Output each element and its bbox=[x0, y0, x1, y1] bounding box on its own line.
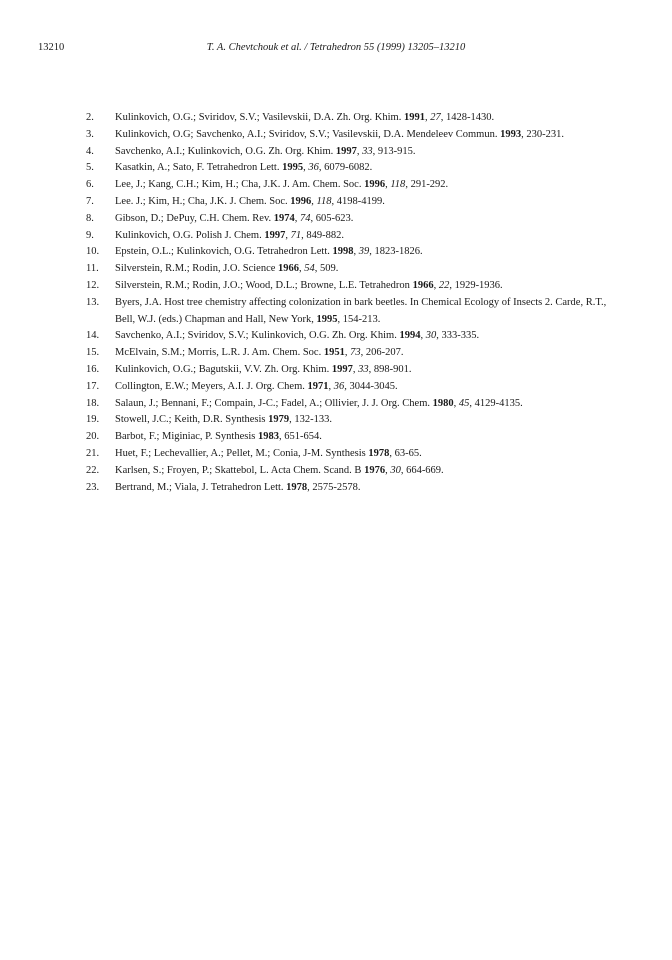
reference-citation: Savchenko, A.I.; Sviridov, S.V.; Kulinkovich, O.G. Zh. Org. Khim. bbox=[115, 330, 397, 342]
reference-pages: , 4129-4135. bbox=[469, 397, 523, 409]
reference-item bbox=[0, 110, 672, 127]
reference-text bbox=[115, 278, 622, 295]
reference-citation: Silverstein, R.M.; Rodin, J.O. Science bbox=[115, 263, 276, 275]
reference-pages: , 333-335. bbox=[436, 330, 480, 342]
reference-item bbox=[0, 345, 672, 362]
reference-citation: Lee. J.; Kim, H.; Cha, J.K. J. Chem. Soc. bbox=[115, 195, 288, 207]
running-title: T. A. Chevtchouk et al. / Tetrahedron 55 (1999) 13205–13210 bbox=[206, 42, 466, 53]
reference-number: 6. bbox=[86, 179, 94, 191]
reference-item bbox=[0, 261, 672, 278]
reference-separator: , bbox=[521, 128, 527, 140]
reference-number: 20. bbox=[86, 431, 100, 443]
reference-year: 1971 bbox=[307, 380, 329, 392]
reference-text bbox=[115, 412, 622, 429]
running-head bbox=[0, 40, 672, 56]
reference-pages: , 4198-4199. bbox=[331, 195, 385, 207]
reference-separator: , bbox=[294, 212, 301, 224]
reference-number: 4. bbox=[86, 145, 94, 157]
reference-number: 13. bbox=[86, 296, 100, 308]
reference-number: 16. bbox=[86, 363, 100, 375]
reference-year: 1998 bbox=[332, 246, 354, 258]
reference-text bbox=[115, 362, 622, 379]
reference-year: 1979 bbox=[268, 414, 290, 426]
reference-volume: 33 bbox=[358, 363, 369, 375]
reference-separator: , bbox=[289, 414, 295, 426]
reference-pages: , 206-207. bbox=[360, 347, 404, 359]
reference-citation: Silverstein, R.M.; Rodin, J.O.; Wood, D.L.; Browne, L.E. Tetrahedron bbox=[115, 279, 410, 291]
reference-pages: , 913-915. bbox=[372, 145, 416, 157]
reference-citation: Collington, E.W.; Meyers, A.I. J. Org. Chem. bbox=[115, 380, 305, 392]
reference-pages: , 291-292. bbox=[405, 179, 449, 191]
reference-number: 15. bbox=[86, 347, 100, 359]
reference-pages: , 3044-3045. bbox=[344, 380, 398, 392]
reference-citation: Salaun, J.; Bennani, F.; Compain, J-C.; Fadel, A.; Ollivier, J. J. Org. Chem. bbox=[115, 397, 430, 409]
reference-separator: , bbox=[353, 246, 359, 258]
reference-pages: , 605-623. bbox=[310, 212, 354, 224]
reference-citation: Lee, J.; Kang, C.H.; Kim, H.; Cha, J.K. J. Am. Chem. Soc. bbox=[115, 179, 362, 191]
reference-pages: , 1929-1936. bbox=[449, 279, 503, 291]
reference-year: 1996 bbox=[364, 179, 386, 191]
reference-separator: , bbox=[385, 464, 391, 476]
reference-item bbox=[0, 144, 672, 161]
page-number: 13210 bbox=[38, 42, 65, 53]
reference-number: 23. bbox=[86, 481, 100, 493]
reference-citation: Gibson, D.; DePuy, C.H. Chem. Rev. bbox=[115, 212, 272, 224]
reference-year: 1974 bbox=[273, 212, 295, 224]
reference-year: 1996 bbox=[290, 195, 312, 207]
reference-year: 1978 bbox=[286, 481, 308, 493]
reference-citation: McElvain, S.M.; Morris, L.R. J. Am. Chem. Soc. bbox=[115, 347, 322, 359]
reference-number: 19. bbox=[86, 414, 100, 426]
reference-year: 1966 bbox=[412, 279, 434, 291]
reference-volume: 45 bbox=[458, 397, 470, 409]
reference-year: 1991 bbox=[403, 112, 425, 123]
reference-separator: , bbox=[344, 347, 351, 359]
reference-pages: 651-654. bbox=[284, 431, 322, 443]
reference-separator: , bbox=[337, 313, 343, 325]
reference-separator: , bbox=[328, 380, 334, 392]
reference-separator: , bbox=[420, 330, 426, 342]
reference-number: 22. bbox=[86, 464, 100, 476]
reference-number: 9. bbox=[86, 229, 94, 241]
reference-item bbox=[0, 177, 672, 194]
reference-year: 1980 bbox=[432, 397, 454, 409]
reference-text bbox=[115, 463, 622, 480]
reference-item bbox=[0, 480, 672, 497]
reference-text bbox=[115, 480, 622, 497]
reference-volume: 30 bbox=[390, 464, 401, 476]
reference-pages: , 849-882. bbox=[301, 229, 344, 241]
reference-volume: 73 bbox=[350, 347, 361, 359]
reference-separator: , bbox=[278, 431, 285, 443]
reference-number: 5. bbox=[86, 162, 94, 174]
reference-citation: Savchenko, A.I.; Kulinkovich, O.G. Zh. Org. Khim. bbox=[115, 145, 334, 157]
reference-item bbox=[0, 244, 672, 261]
reference-pages: , 664-669. bbox=[400, 464, 444, 476]
reference-text bbox=[115, 295, 622, 329]
reference-pages: 230-231. bbox=[526, 128, 564, 140]
reference-text bbox=[115, 127, 622, 144]
reference-text bbox=[115, 211, 622, 228]
reference-separator: , bbox=[385, 179, 391, 191]
reference-year: 1995 bbox=[316, 313, 338, 325]
reference-pages: , 509. bbox=[314, 263, 339, 275]
reference-text bbox=[115, 194, 622, 211]
reference-text bbox=[115, 328, 622, 345]
reference-text bbox=[115, 110, 622, 127]
reference-separator: , bbox=[356, 145, 363, 157]
reference-list bbox=[0, 110, 672, 496]
reference-pages: 2575-2578. bbox=[312, 481, 361, 493]
reference-item bbox=[0, 160, 672, 177]
reference-citation: Kulinkovich, O.G.; Sviridov, S.V.; Vasilevskii, D.A. Zh. Org. Khim. bbox=[115, 112, 402, 123]
reference-text bbox=[115, 244, 622, 261]
reference-pages: , 1823-1826. bbox=[369, 246, 423, 258]
reference-number: 18. bbox=[86, 397, 100, 409]
reference-text bbox=[115, 144, 622, 161]
reference-separator: , bbox=[285, 229, 291, 241]
reference-separator: , bbox=[299, 263, 305, 275]
reference-separator: , bbox=[311, 195, 317, 207]
reference-text bbox=[115, 446, 622, 463]
reference-year: 1995 bbox=[282, 162, 304, 174]
reference-volume: 33 bbox=[362, 145, 373, 157]
reference-year: 1997 bbox=[335, 145, 357, 157]
reference-volume: 39 bbox=[358, 246, 370, 258]
reference-citation: Karlsen, S.; Froyen, P.; Skattebol, L. Acta Chem. Scand. B bbox=[115, 464, 362, 476]
reference-volume: 30 bbox=[425, 330, 437, 342]
reference-year: 1983 bbox=[257, 431, 279, 443]
reference-number: 2. bbox=[86, 112, 94, 123]
reference-separator: , bbox=[453, 397, 459, 409]
reference-volume: 22 bbox=[438, 279, 450, 291]
reference-text bbox=[115, 160, 622, 177]
reference-year: 1993 bbox=[500, 128, 522, 140]
reference-citation: Kasatkin, A.; Sato, F. Tetrahedron Lett. bbox=[115, 162, 280, 174]
reference-number: 3. bbox=[86, 128, 94, 140]
reference-number: 21. bbox=[86, 447, 100, 459]
reference-pages: , 6079-6082. bbox=[318, 162, 373, 174]
reference-item bbox=[0, 228, 672, 245]
reference-item bbox=[0, 362, 672, 379]
reference-item bbox=[0, 379, 672, 396]
reference-number: 14. bbox=[86, 330, 100, 342]
reference-year: 1951 bbox=[323, 347, 345, 359]
reference-number: 8. bbox=[86, 212, 94, 224]
reference-item bbox=[0, 211, 672, 228]
reference-citation: Kulinkovich, O.G; Savchenko, A.I.; Sviridov, S.V.; Vasilevskii, D.A. Mendeleev Commun. bbox=[115, 128, 498, 140]
reference-text bbox=[115, 228, 622, 245]
reference-citation: Barbot, F.; Miginiac, P. Synthesis bbox=[115, 431, 256, 443]
reference-item bbox=[0, 429, 672, 446]
reference-text bbox=[115, 177, 622, 194]
reference-year: 1966 bbox=[278, 263, 300, 275]
reference-number: 11. bbox=[86, 263, 99, 275]
reference-year: 1997 bbox=[331, 363, 353, 375]
reference-volume: 27 bbox=[430, 112, 441, 123]
reference-number: 12. bbox=[86, 279, 100, 291]
reference-citation: Kulinkovich, O.G.; Bagutskii, V.V. Zh. Org. Khim. bbox=[115, 363, 330, 375]
reference-number: 10. bbox=[86, 246, 100, 258]
reference-number: 17. bbox=[86, 380, 100, 392]
reference-pages: 154-213. bbox=[342, 313, 381, 325]
reference-item bbox=[0, 194, 672, 211]
reference-volume: 118 bbox=[390, 179, 406, 191]
reference-year: 1997 bbox=[264, 229, 286, 241]
reference-separator: , bbox=[307, 481, 313, 493]
reference-separator: , bbox=[424, 112, 431, 123]
reference-volume: 54 bbox=[304, 263, 315, 275]
reference-volume: 71 bbox=[290, 229, 302, 241]
reference-text bbox=[115, 396, 622, 413]
reference-citation: Byers, J.A. Host tree chemistry affecting colonization in bark beetles. In Chemical Ecology of Insects 2. Carde, R.T., Bell, W.J. (eds.) Chapman and Hall, New York, bbox=[115, 296, 607, 325]
reference-citation: Bertrand, M.; Viala, J. Tetrahedron Lett. bbox=[115, 481, 284, 493]
reference-citation: Kulinkovich, O.G. Polish J. Chem. bbox=[115, 229, 262, 241]
reference-year: 1976 bbox=[364, 464, 386, 476]
reference-text bbox=[115, 345, 622, 362]
reference-text bbox=[115, 429, 622, 446]
reference-citation: Stowell, J.C.; Keith, D.R. Synthesis bbox=[115, 414, 266, 426]
reference-text bbox=[115, 379, 622, 396]
reference-volume: 118 bbox=[316, 195, 332, 207]
reference-citation: Epstein, O.L.; Kulinkovich, O.G. Tetrahedron Lett. bbox=[115, 246, 330, 258]
reference-item bbox=[0, 328, 672, 345]
reference-item bbox=[0, 127, 672, 144]
reference-item bbox=[0, 446, 672, 463]
reference-volume: 36 bbox=[333, 380, 345, 392]
reference-text bbox=[115, 261, 622, 278]
reference-separator: , bbox=[433, 279, 439, 291]
reference-year: 1978 bbox=[368, 447, 390, 459]
reference-volume: 36 bbox=[308, 162, 319, 174]
reference-separator: , bbox=[352, 363, 359, 375]
reference-pages: 63-65. bbox=[394, 447, 422, 459]
reference-volume: 74 bbox=[300, 212, 311, 224]
reference-pages: 132-133. bbox=[294, 414, 333, 426]
reference-year: 1994 bbox=[399, 330, 421, 342]
reference-number: 7. bbox=[86, 195, 94, 207]
reference-item bbox=[0, 396, 672, 413]
reference-pages: , 898-901. bbox=[368, 363, 412, 375]
reference-item bbox=[0, 412, 672, 429]
reference-separator: , bbox=[303, 162, 309, 174]
reference-citation: Huet, F.; Lechevallier, A.; Pellet, M.; Conia, J-M. Synthesis bbox=[115, 447, 366, 459]
reference-item bbox=[0, 295, 672, 329]
reference-separator: , bbox=[389, 447, 395, 459]
reference-item bbox=[0, 463, 672, 480]
reference-pages: , 1428-1430. bbox=[440, 112, 495, 123]
reference-item bbox=[0, 278, 672, 295]
